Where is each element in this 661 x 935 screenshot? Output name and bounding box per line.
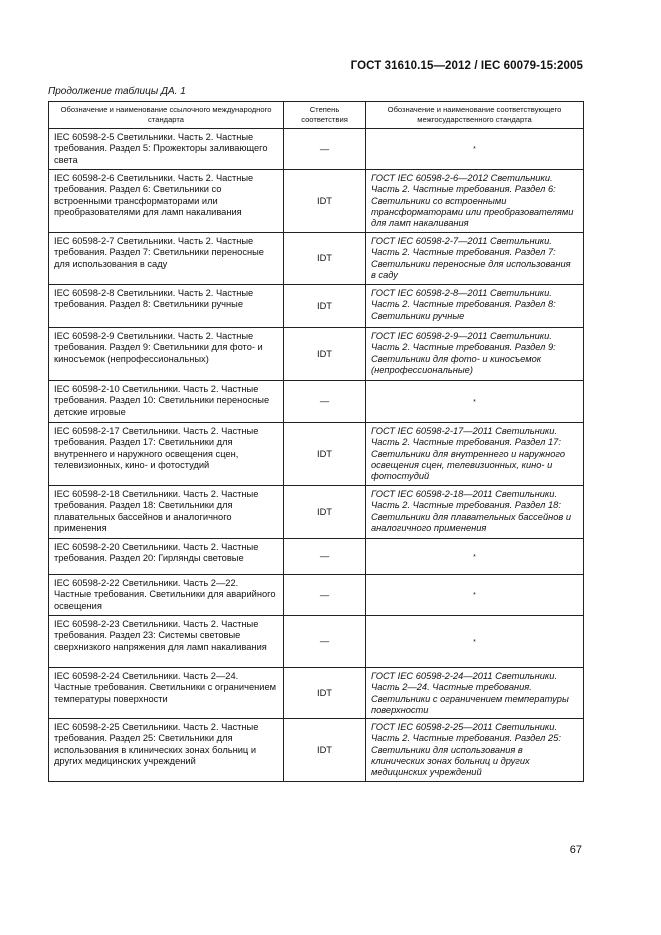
table-row <box>49 285 584 328</box>
national-standard-cell <box>366 539 584 575</box>
table-caption: Продолжение таблицы ДА. 1 <box>48 86 186 97</box>
table-row <box>49 719 584 781</box>
table-row <box>49 575 584 616</box>
degree-cell: — <box>284 616 366 668</box>
footnote-mark: * <box>473 398 476 406</box>
footnote-mark: * <box>473 553 476 561</box>
intl-standard-cell: IEC 60598-2-17 Светильники. Часть 2. Частные требования. Раздел 17: Светильники для внутреннего и наружного освещения сцен, телевизионных, кино- и фотостудий <box>49 423 284 486</box>
degree-cell: — <box>284 381 366 423</box>
degree-cell: — <box>284 129 366 170</box>
intl-standard-cell: IEC 60598-2-6 Светильники. Часть 2. Частные требования. Раздел 6: Светильники со встроенными трансформаторами или преобразователями для ламп накаливания <box>49 170 284 233</box>
intl-standard-cell: IEC 60598-2-9 Светильники. Часть 2. Частные требования. Раздел 9: Светильники для фото- и киносъемок (непрофессиональных) <box>49 328 284 381</box>
intl-standard-cell: IEC 60598-2-20 Светильники. Часть 2. Частные требования. Раздел 20: Гирлянды световые <box>49 539 284 575</box>
table-row <box>49 328 584 381</box>
degree-cell: IDT <box>284 328 366 381</box>
national-standard-cell: ГОСТ IEC 60598-2-24—2011 Светильники. Часть 2—24. Частные требования. Светильники с ограничением температуры поверхности <box>366 668 584 719</box>
national-standard-cell: ГОСТ IEC 60598-2-17—2011 Светильники. Часть 2. Частные требования. Раздел 17: Светильники для внутреннего и наружного освещения сцен, телевизионных, кино- и фотостудий <box>366 423 584 486</box>
footnote-mark: * <box>473 638 476 646</box>
footnote-mark: * <box>473 592 476 600</box>
table-header-row <box>49 102 584 129</box>
national-standard-cell: ГОСТ IEC 60598-2-6—2012 Светильники. Часть 2. Частные требования. Раздел 6: Светильники со встроенными трансформаторами или преобразователями для ламп накаливания <box>366 170 584 233</box>
intl-standard-cell: IEC 60598-2-10 Светильники. Часть 2. Частные требования. Раздел 10: Светильники переносные детские игровые <box>49 381 284 423</box>
national-standard-cell: ГОСТ IEC 60598-2-7—2011 Светильники. Часть 2. Частные требования. Раздел 7: Светильники переносные для использования в саду <box>366 233 584 285</box>
column-header-national: Обозначение и наименование соответствующего межгосударственного стандарта <box>366 102 584 129</box>
table-row <box>49 233 584 285</box>
degree-cell: — <box>284 539 366 575</box>
national-standard-cell <box>366 129 584 170</box>
table-row <box>49 170 584 233</box>
degree-cell: IDT <box>284 719 366 781</box>
column-header-degree: Степень соответствия <box>284 102 366 129</box>
table-row <box>49 129 584 170</box>
intl-standard-cell: IEC 60598-2-8 Светильники. Часть 2. Частные требования. Раздел 8: Светильники ручные <box>49 285 284 328</box>
degree-cell: IDT <box>284 486 366 539</box>
intl-standard-cell: IEC 60598-2-25 Светильники. Часть 2. Частные требования. Раздел 25: Светильники для использования в клинических зонах больниц и других медицинских учреждений <box>49 719 284 781</box>
table-row <box>49 668 584 719</box>
footnote-mark: * <box>473 146 476 154</box>
standards-table <box>48 101 584 782</box>
intl-standard-cell: IEC 60598-2-5 Светильники. Часть 2. Частные требования. Раздел 5: Прожекторы заливающего света <box>49 129 284 170</box>
national-standard-cell <box>366 575 584 616</box>
national-standard-cell: ГОСТ IEC 60598-2-18—2011 Светильники. Часть 2. Частные требования. Раздел 18: Светильники для плавательных бассейнов и аналогичного применения <box>366 486 584 539</box>
national-standard-cell: ГОСТ IEC 60598-2-8—2011 Светильники. Часть 2. Частные требования. Раздел 8: Светильники ручные <box>366 285 584 328</box>
intl-standard-cell: IEC 60598-2-7 Светильники. Часть 2. Частные требования. Раздел 7: Светильники переносные для использования в саду <box>49 233 284 285</box>
degree-cell: — <box>284 575 366 616</box>
table-row <box>49 486 584 539</box>
degree-cell: IDT <box>284 668 366 719</box>
table-row <box>49 616 584 668</box>
intl-standard-cell: IEC 60598-2-18 Светильники. Часть 2. Частные требования. Раздел 18: Светильники для плавательных бассейнов и аналогичного применения <box>49 486 284 539</box>
national-standard-cell <box>366 381 584 423</box>
degree-cell: IDT <box>284 233 366 285</box>
table-row <box>49 423 584 486</box>
degree-cell: IDT <box>284 285 366 328</box>
intl-standard-cell: IEC 60598-2-23 Светильники. Часть 2. Частные требования. Раздел 23: Системы световые сверхнизкого напряжения для ламп накаливания <box>49 616 284 668</box>
document-header: ГОСТ 31610.15—2012 / IEC 60079-15:2005 <box>350 60 583 72</box>
table-row <box>49 381 584 423</box>
national-standard-cell: ГОСТ IEC 60598-2-9—2011 Светильники. Часть 2. Частные требования. Раздел 9: Светильники для фото- и киносъемок (непрофессиональные) <box>366 328 584 381</box>
intl-standard-cell: IEC 60598-2-22 Светильники. Часть 2—22. Частные требования. Светильники для аварийного освещения <box>49 575 284 616</box>
table-row <box>49 539 584 575</box>
column-header-international: Обозначение и наименование ссылочного международного стандарта <box>49 102 284 129</box>
degree-cell: IDT <box>284 170 366 233</box>
page-number: 67 <box>569 844 582 856</box>
degree-cell: IDT <box>284 423 366 486</box>
national-standard-cell <box>366 616 584 668</box>
national-standard-cell: ГОСТ IEC 60598-2-25—2011 Светильники. Часть 2. Частные требования. Раздел 25: Светильники для использования в клинических зонах больниц и других медицинских учреждений <box>366 719 584 781</box>
intl-standard-cell: IEC 60598-2-24 Светильники. Часть 2—24. Частные требования. Светильники с ограничением температуры поверхности <box>49 668 284 719</box>
